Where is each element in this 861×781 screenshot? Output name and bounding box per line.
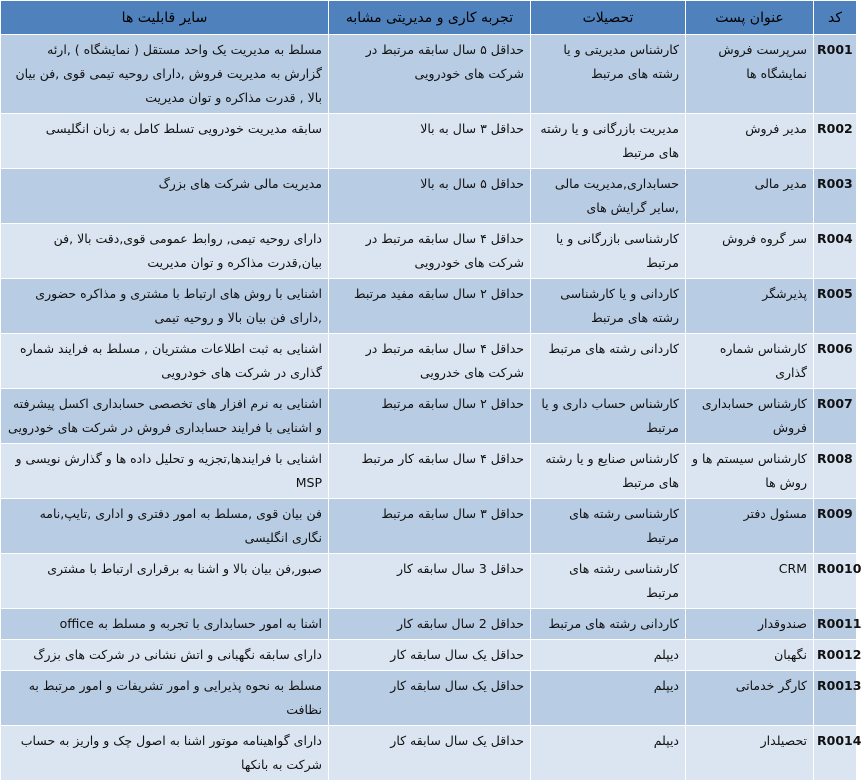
cell-experience: حداقل ۵ سال سابقه مرتبط در شرکت های خودرویی [329,35,531,114]
header-title: عنوان پست [686,1,814,35]
cell-title: مسئول دفتر [686,499,814,554]
header-education: تحصیلات [531,1,686,35]
cell-code: R001 [814,35,857,114]
cell-skills: اشنایی با فرایندها,تجزیه و تحلیل داده ها و گذارش نویسی و MSP [1,444,329,499]
cell-experience: حداقل یک سال سابقه کار [329,640,531,671]
cell-code: R0010 [814,554,857,609]
cell-experience: حداقل یک سال سابقه کار [329,726,531,781]
cell-title: CRM [686,554,814,609]
cell-code: R009 [814,499,857,554]
cell-title: نگهبان [686,640,814,671]
cell-title: کارشناس حسابداری فروش [686,389,814,444]
cell-code: R0014 [814,726,857,781]
cell-skills: سابقه مدیریت خودرویی تسلط کامل به زبان انگلیسی [1,114,329,169]
cell-title: کارشناس سیستم ها و روش ها [686,444,814,499]
table-row [1,169,857,224]
cell-experience: حداقل ۳ سال به بالا [329,114,531,169]
cell-experience: حداقل یک سال سابقه کار [329,671,531,726]
cell-experience: حداقل 3 سال سابقه کار [329,554,531,609]
cell-code: R0012 [814,640,857,671]
table-row [1,554,857,609]
cell-code: R003 [814,169,857,224]
table-row [1,444,857,499]
cell-title: صندوقدار [686,609,814,640]
table-row [1,389,857,444]
cell-education: دیپلم [531,671,686,726]
header-experience: تجربه کاری و مدیریتی مشابه [329,1,531,35]
cell-education: دیپلم [531,726,686,781]
cell-experience: حداقل ۳ سال سابقه مرتبط [329,499,531,554]
cell-code: R007 [814,389,857,444]
cell-skills: اشنایی به ثبت اطلاعات مشتریان , مسلط به فرایند شماره گذاری در شرکت های خودرویی [1,334,329,389]
cell-code: R002 [814,114,857,169]
cell-skills: اشنایی با روش های ارتباط با مشتری و مذاکره حضوری ,دارای فن بیان بالا و روحیه تیمی [1,279,329,334]
cell-code: R0013 [814,671,857,726]
cell-skills: اشنا به امور حسابداری با تجربه و مسلط به office [1,609,329,640]
table-row [1,640,857,671]
cell-title: تحصیلدار [686,726,814,781]
cell-education: کارشناسی بازرگانی و یا مرتبط [531,224,686,279]
cell-education: مدیریت بازرگانی و یا رشته های مرتبط [531,114,686,169]
table-row [1,35,857,114]
table-row [1,609,857,640]
cell-experience: حداقل ۴ سال سابقه مرتبط در شرکت های خدرویی [329,334,531,389]
cell-skills: دارای روحیه تیمی, روابط عمومی قوی,دقت بالا ,فن بیان,قدرت مذاکره و توان مدیریت [1,224,329,279]
cell-skills: مسلط به مدیریت یک واحد مستقل ( نمایشگاه ) ,ارئه گزارش به مدیریت فروش ,دارای روحیه تیمی قوی ,فن بیان بالا , قدرت مذاکره و توان مدیریت [1,35,329,114]
cell-skills: فن بیان قوی ,مسلط به امور دفتری و اداری ,تایپ,نامه نگاری انگلیسی [1,499,329,554]
cell-title: کارشناس شماره گذاری [686,334,814,389]
cell-title: کارگر خدماتی [686,671,814,726]
table-row [1,726,857,781]
cell-skills: مسلط به نحوه پذیرایی و امور تشریفات و امور مرتبط به نظافت [1,671,329,726]
cell-education: کاردانی رشته های مرتبط [531,609,686,640]
cell-education: دیپلم [531,640,686,671]
cell-education: کارشناس صنایع و یا رشته های مرتبط [531,444,686,499]
table-row [1,499,857,554]
cell-education: کارشناس مدیریتی و یا رشته های مرتبط [531,35,686,114]
table-row [1,334,857,389]
cell-skills: اشنایی به نرم افزار های تخصصی حسابداری اکسل پیشرفته و اشنایی با فرایند حسابداری فروش در شرکت های خودرویی [1,389,329,444]
cell-title: مدیر مالی [686,169,814,224]
table-row [1,224,857,279]
table-row [1,114,857,169]
table-row [1,671,857,726]
header-skills: سایر قابلیت ها [1,1,329,35]
cell-skills: مدیریت مالی شرکت های بزرگ [1,169,329,224]
header-code: کد [814,1,857,35]
cell-code: R006 [814,334,857,389]
table-row [1,279,857,334]
cell-title: سر گروه فروش [686,224,814,279]
cell-education: کاردانی و یا کارشناسی رشته های مرتبط [531,279,686,334]
cell-code: R004 [814,224,857,279]
cell-experience: حداقل ۵ سال به بالا [329,169,531,224]
cell-education: کارشناسی رشته های مرتبط [531,499,686,554]
cell-skills: دارای گواهینامه موتور اشنا به اصول چک و واریز به حساب شرکت به بانکها [1,726,329,781]
cell-experience: حداقل ۲ سال سابقه مرتبط [329,389,531,444]
cell-education: کاردانی رشته های مرتبط [531,334,686,389]
cell-experience: حداقل ۲ سال سابقه مفید مرتبط [329,279,531,334]
cell-title: سرپرست فروش نمایشگاه ها [686,35,814,114]
cell-education: کارشناسی رشته های مرتبط [531,554,686,609]
cell-title: پذیرشگر [686,279,814,334]
cell-education: کارشناس حساب داری و یا مرتبط [531,389,686,444]
cell-code: R0011 [814,609,857,640]
cell-skills: دارای سابقه نگهبانی و اتش نشانی در شرکت های بزرگ [1,640,329,671]
cell-skills: صبور,فن بیان بالا و اشنا به برقراری ارتباط با مشتری [1,554,329,609]
header-row [1,1,857,35]
cell-title: مدیر فروش [686,114,814,169]
cell-experience: حداقل ۴ سال سابقه کار مرتبط [329,444,531,499]
cell-code: R008 [814,444,857,499]
cell-experience: حداقل 2 سال سابقه کار [329,609,531,640]
cell-education: حسابداری,مدیریت مالی ,سایر گرایش های [531,169,686,224]
cell-code: R005 [814,279,857,334]
cell-experience: حداقل ۴ سال سابقه مرتبط در شرکت های خودرویی [329,224,531,279]
